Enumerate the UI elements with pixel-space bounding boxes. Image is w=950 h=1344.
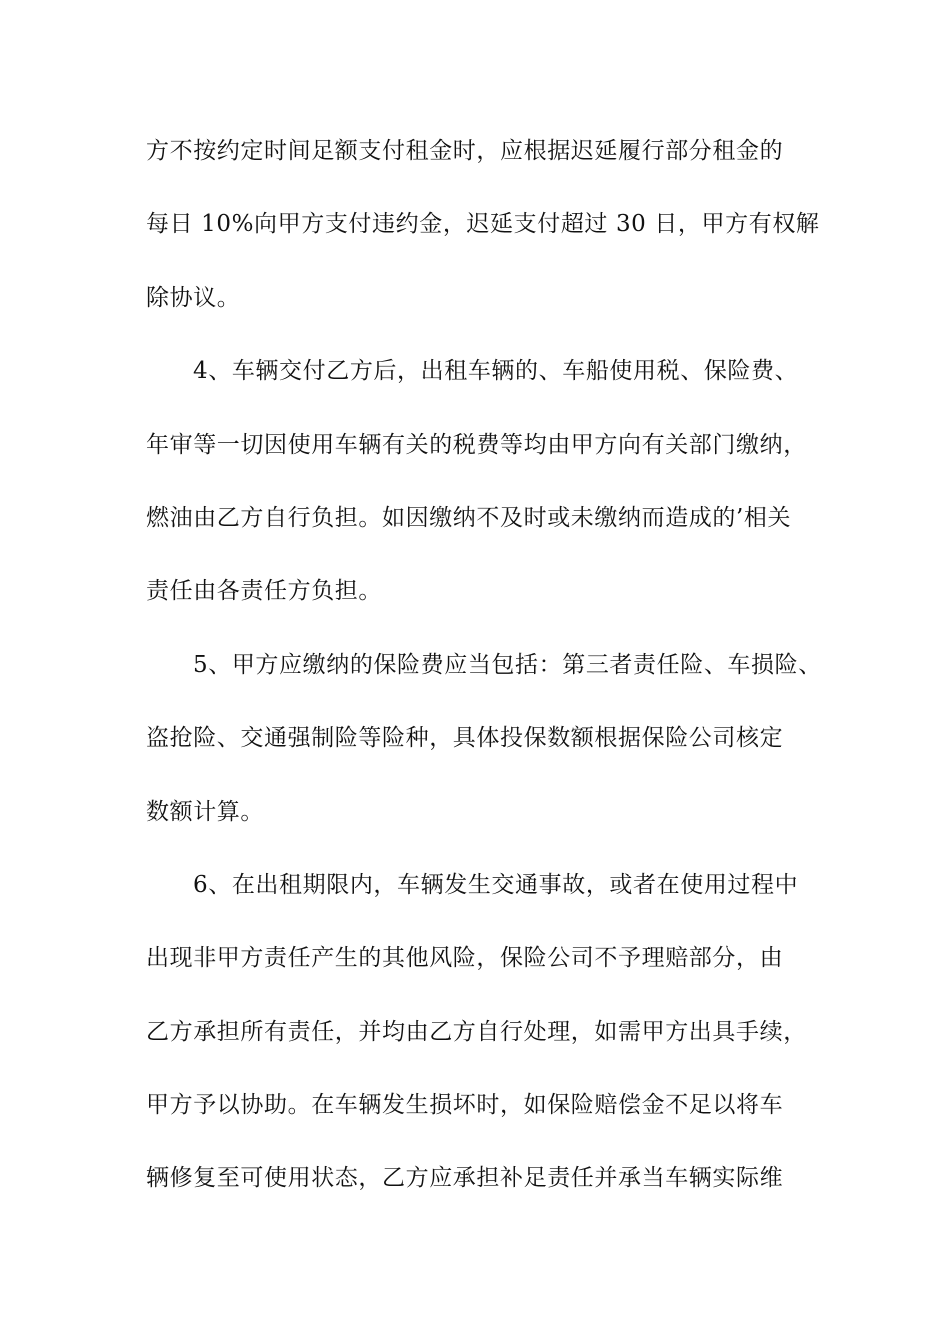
contract-text-body [146,131,822,1232]
text-line: 辆修复至可使用状态，乙方应承担补足责任并承当车辆实际维 [146,1165,784,1192]
text-line: 出现非甲方责任产生的其他风险，保险公司不予理赔部分，由 [146,945,784,972]
text-line: 乙方承担所有责任，并均由乙方自行处理，如需甲方出具手续， [146,1018,807,1045]
text-line: 数额计算。 [146,798,264,825]
text-line: 盗抢险、交通强制险等险种，具体投保数额根据保险公司核定 [146,725,784,752]
text-line: 责任由各责任方负担。 [146,578,382,605]
clause-4-first-line: 4、车辆交付乙方后，出租车辆的、车船使用税、保险费、 [193,358,799,385]
text-line: 除协议。 [146,284,241,311]
text-line: 每日 10%向甲方支付违约金，迟延支付超过 30 日，甲方有权解 [146,211,820,238]
text-line: 甲方予以协助。在车辆发生损坏时，如保险赔偿金不足以将车 [146,1092,784,1119]
clause-6-first-line: 6、在出租期限内，车辆发生交通事故，或者在使用过程中 [193,871,799,898]
text-line: 年审等一切因使用车辆有关的税费等均由甲方向有关部门缴纳， [146,431,807,458]
clause-5-first-line: 5、甲方应缴纳的保险费应当包括：第三者责任险、车损险、 [193,651,822,678]
text-line: 燃油由乙方自行负担。如因缴纳不及时或未缴纳而造成的’相关 [146,504,792,531]
text-line: 方不按约定时间足额支付租金时，应根据迟延履行部分租金的 [146,138,784,164]
